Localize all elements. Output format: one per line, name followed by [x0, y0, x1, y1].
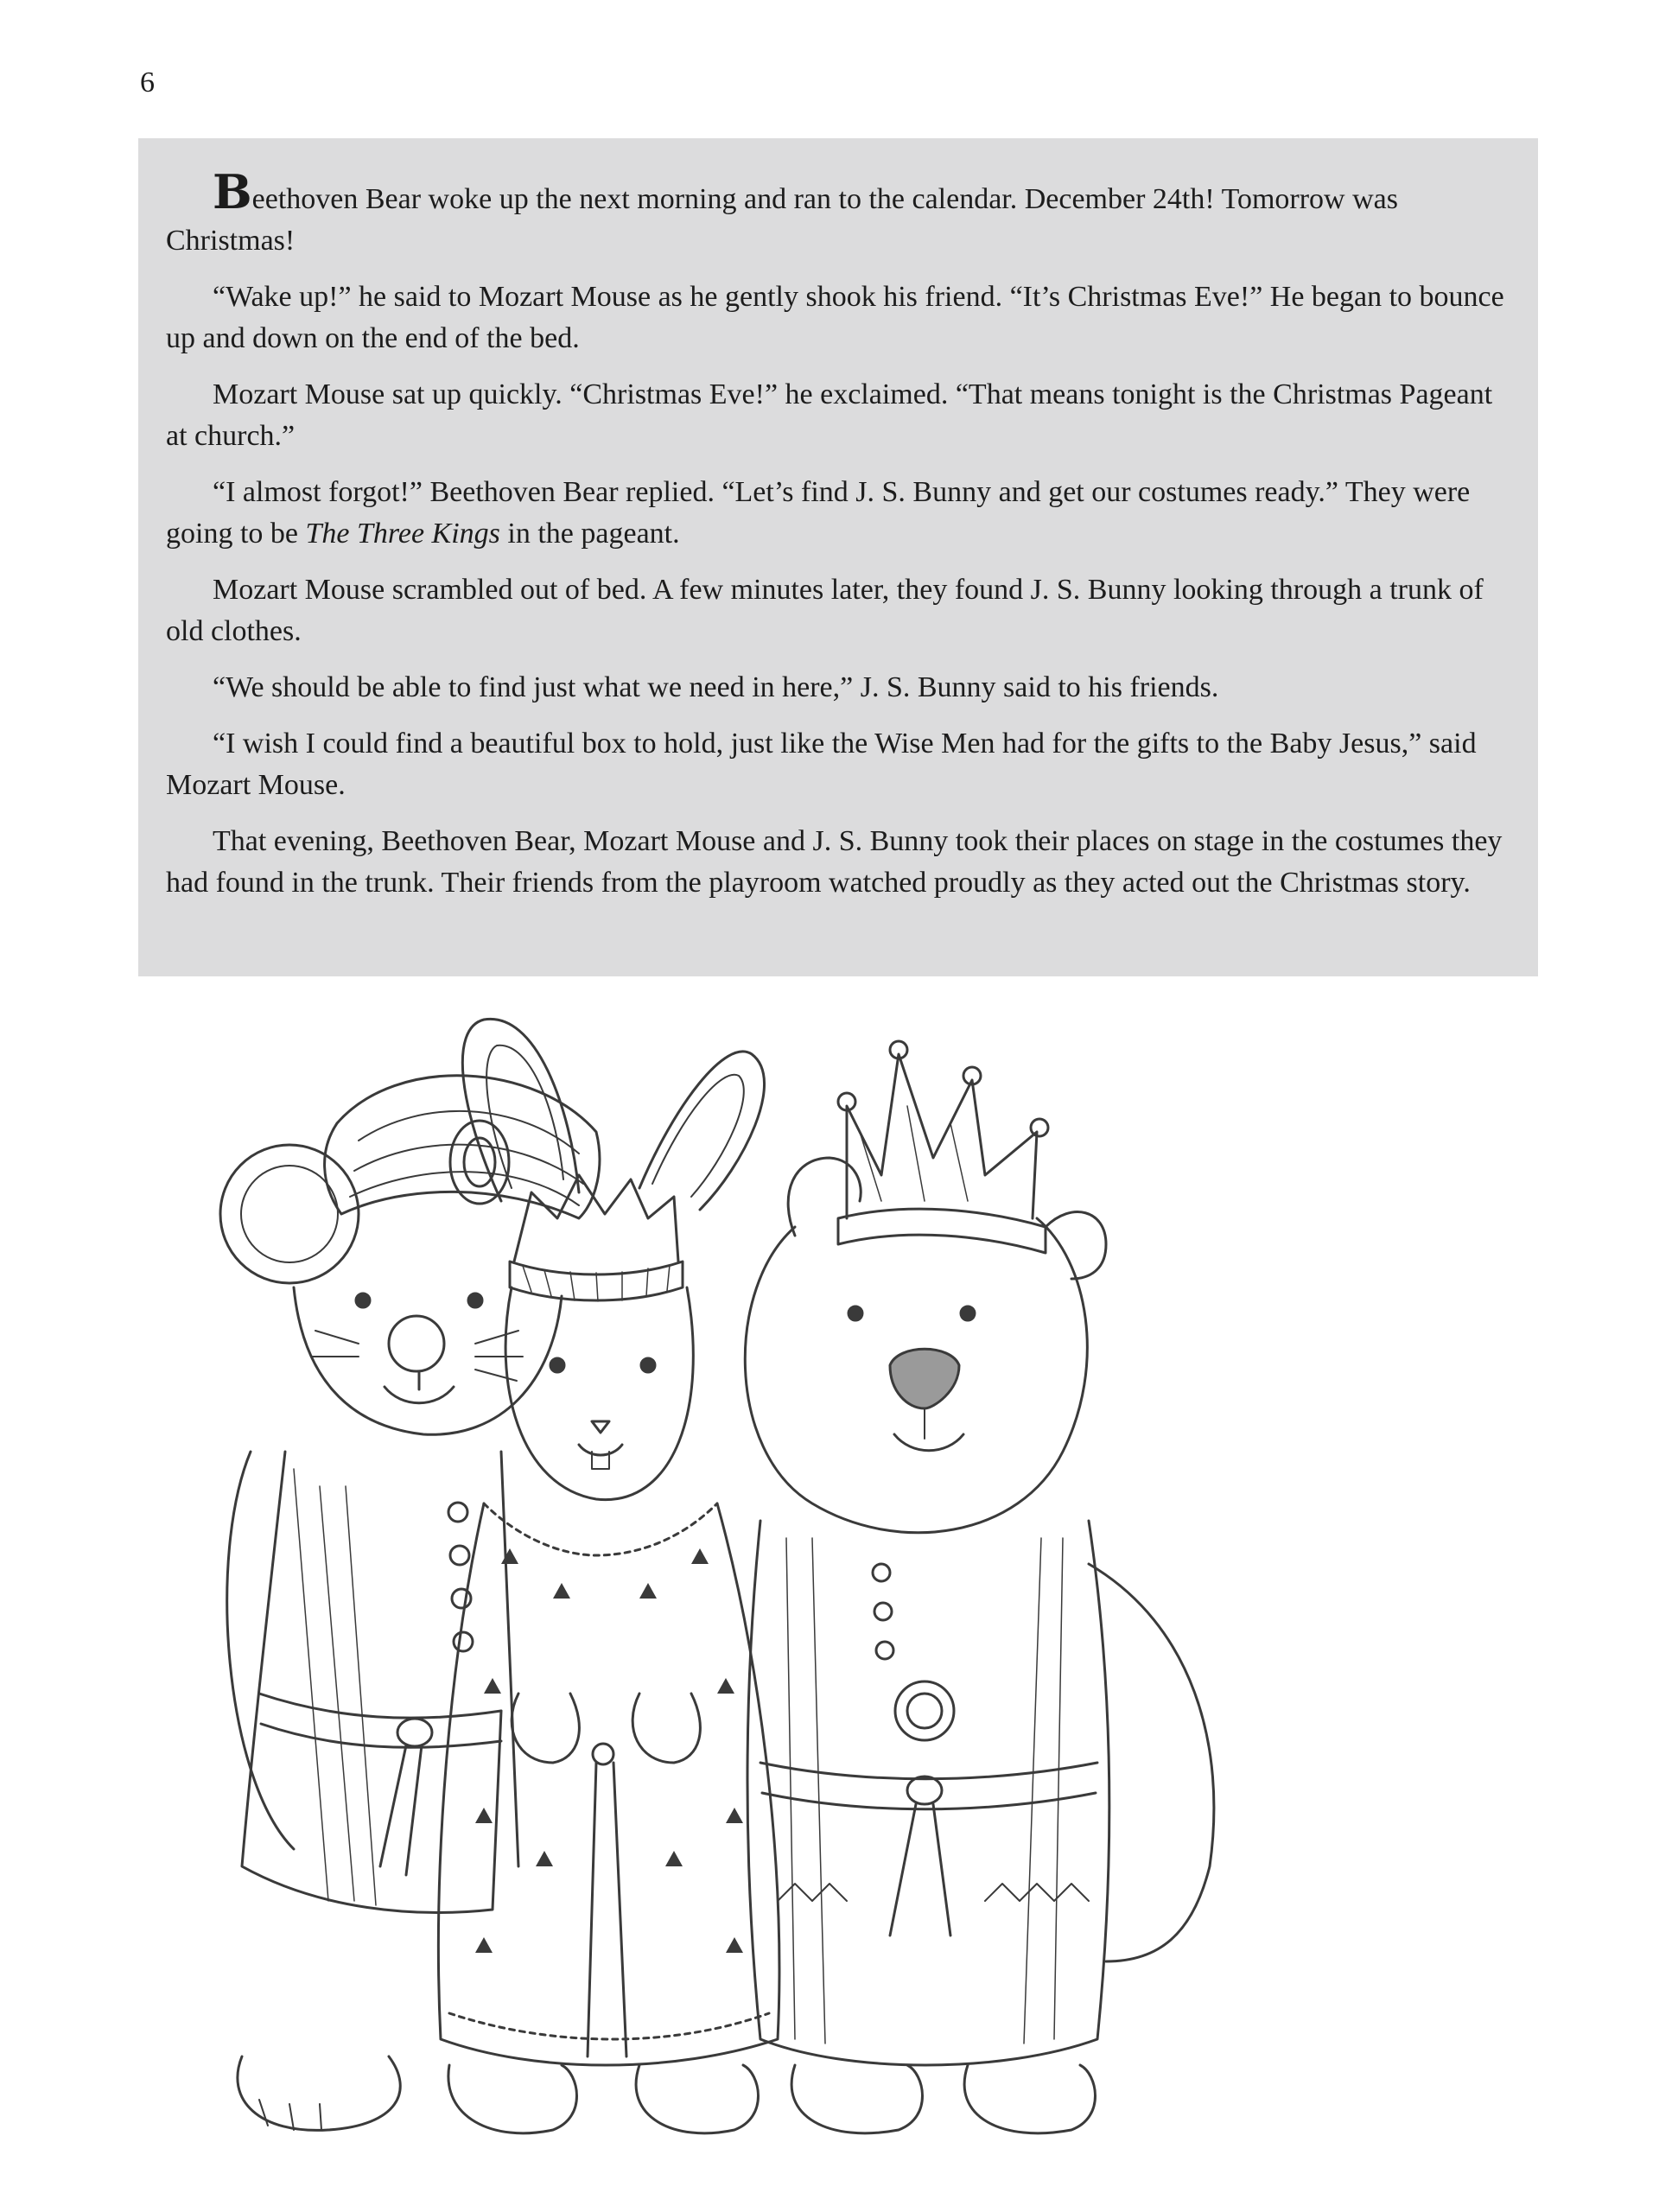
story-paragraph-7: “I wish I could find a beautiful box to hold, just like the Wise Men had for the gifts to the Baby Jesus,” said Mozart Mouse. — [166, 728, 1477, 801]
page-number: 6 — [140, 67, 155, 99]
mouse-king-figure — [220, 1076, 600, 2131]
paragraph-4-text-a: “I almost forgot!” Beethoven Bear replied. “Let’s find J. S. Bunny and get our costumes ready.” They were going to be — [166, 476, 1471, 550]
story-paragraph-1 — [166, 164, 1516, 262]
story-paragraph-2: “Wake up!” he said to Mozart Mouse as he gently shook his friend. “It’s Christmas Eve!” He began to bounce up and down on the end of the bed. — [166, 281, 1504, 354]
story-paragraph-6: “We should be able to find just what we need in here,” J. S. Bunny said to his friends. — [213, 671, 1219, 703]
bear-king-figure — [745, 1041, 1214, 2133]
bunny-king-figure — [438, 1019, 779, 2133]
paragraph-1-text: eethoven Bear woke up the next morning and ran to the calendar. December 24th! Tomorrow was Christmas! — [166, 183, 1398, 257]
story-text-box — [138, 138, 1538, 976]
pageant-title: The Three Kings — [305, 518, 500, 550]
story-paragraph-5: Mozart Mouse scrambled out of bed. A few minutes later, they found J. S. Bunny looking through a trunk of old clothes. — [166, 574, 1484, 647]
paragraph-4-text-b: in the pageant. — [499, 518, 680, 550]
story-paragraph-8: That evening, Beethoven Bear, Mozart Mouse and J. S. Bunny took their places on stage in the costumes they had found in the trunk. Their friends from the playroom watched proudly as they acted out the Christmas story. — [166, 825, 1503, 899]
three-kings-coloring-illustration — [190, 1002, 1486, 2177]
ermine-spots — [475, 1548, 743, 1953]
story-paragraph-3: Mozart Mouse sat up quickly. “Christmas Eve!” he exclaimed. “That means tonight is the Christmas Pageant at church.” — [166, 378, 1493, 452]
story-paragraph-4 — [166, 472, 1516, 555]
drop-cap: B — [213, 164, 252, 219]
